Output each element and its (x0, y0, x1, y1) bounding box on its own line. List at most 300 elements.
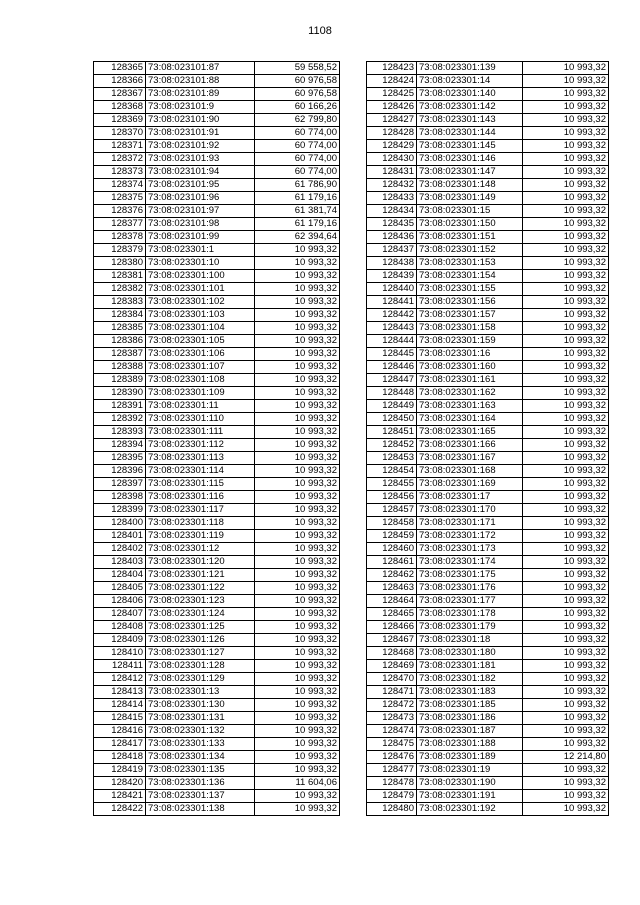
cadastral-number: 73:08:023101:98 (146, 218, 255, 231)
cadastral-number: 73:08:023301:111 (146, 426, 255, 439)
row-number: 128434 (367, 205, 417, 218)
table-row (94, 439, 340, 452)
cadastral-number: 73:08:023301:142 (417, 101, 523, 114)
cadastral-number: 73:08:023301:146 (417, 153, 523, 166)
cadastral-number: 73:08:023301:135 (146, 764, 255, 777)
cadastral-number: 73:08:023301:165 (417, 426, 523, 439)
cadastral-number: 73:08:023301:134 (146, 751, 255, 764)
row-number: 128396 (94, 465, 146, 478)
row-number: 128395 (94, 452, 146, 465)
cadastral-value: 10 993,32 (255, 790, 340, 803)
table-row (94, 543, 340, 556)
cadastral-value: 10 993,32 (255, 244, 340, 257)
cadastral-number: 73:08:023301:190 (417, 777, 523, 790)
cadastral-number: 73:08:023301:137 (146, 790, 255, 803)
row-number: 128446 (367, 361, 417, 374)
row-number: 128474 (367, 725, 417, 738)
row-number: 128365 (94, 62, 146, 75)
cadastral-number: 73:08:023301:121 (146, 569, 255, 582)
table-row (94, 530, 340, 543)
table-row (367, 699, 609, 712)
cadastral-value: 10 993,32 (523, 634, 609, 647)
cadastral-number: 73:08:023301:128 (146, 660, 255, 673)
cadastral-number: 73:08:023101:92 (146, 140, 255, 153)
table-row (94, 75, 340, 88)
cadastral-value: 10 993,32 (523, 231, 609, 244)
row-number: 128452 (367, 439, 417, 452)
table-row (94, 283, 340, 296)
row-number: 128472 (367, 699, 417, 712)
cadastral-value: 10 993,32 (523, 478, 609, 491)
row-number: 128378 (94, 231, 146, 244)
cadastral-value: 10 993,32 (523, 179, 609, 192)
row-number: 128397 (94, 478, 146, 491)
cadastral-number: 73:08:023301:105 (146, 335, 255, 348)
table-row (94, 478, 340, 491)
cadastral-value: 10 993,32 (255, 673, 340, 686)
cadastral-number: 73:08:023301:156 (417, 296, 523, 309)
table-row (367, 582, 609, 595)
row-number: 128438 (367, 257, 417, 270)
cadastral-value: 10 993,32 (523, 192, 609, 205)
cadastral-number: 73:08:023301:138 (146, 803, 255, 816)
cadastral-number: 73:08:023301:168 (417, 465, 523, 478)
cadastral-number: 73:08:023301:163 (417, 400, 523, 413)
row-number: 128455 (367, 478, 417, 491)
cadastral-number: 73:08:023301:112 (146, 439, 255, 452)
cadastral-number: 73:08:023301:186 (417, 712, 523, 725)
cadastral-value: 10 993,32 (523, 270, 609, 283)
cadastral-number: 73:08:023301:16 (417, 348, 523, 361)
cadastral-value: 10 993,32 (255, 764, 340, 777)
row-number: 128419 (94, 764, 146, 777)
cadastral-number: 73:08:023301:147 (417, 166, 523, 179)
table-row (94, 660, 340, 673)
row-number: 128442 (367, 309, 417, 322)
cadastral-number: 73:08:023301:160 (417, 361, 523, 374)
table-row (367, 387, 609, 400)
table-row (367, 452, 609, 465)
cadastral-value: 10 993,32 (523, 244, 609, 257)
right-table-body (367, 62, 609, 816)
cadastral-value: 62 394,64 (255, 231, 340, 244)
row-number: 128371 (94, 140, 146, 153)
cadastral-value: 10 993,32 (523, 439, 609, 452)
table-row (94, 88, 340, 101)
row-number: 128384 (94, 309, 146, 322)
cadastral-value: 10 993,32 (523, 686, 609, 699)
cadastral-number: 73:08:023301:162 (417, 387, 523, 400)
cadastral-value: 10 993,32 (255, 556, 340, 569)
cadastral-value: 10 993,32 (523, 803, 609, 816)
cadastral-value: 10 993,32 (523, 114, 609, 127)
table-row (94, 699, 340, 712)
cadastral-value: 10 993,32 (255, 361, 340, 374)
row-number: 128439 (367, 270, 417, 283)
cadastral-value: 10 993,32 (255, 296, 340, 309)
cadastral-number: 73:08:023301:175 (417, 569, 523, 582)
table-row (94, 179, 340, 192)
table-row (367, 777, 609, 790)
cadastral-value: 10 993,32 (523, 426, 609, 439)
cadastral-number: 73:08:023301:161 (417, 374, 523, 387)
table-row (94, 218, 340, 231)
cadastral-number: 73:08:023301:104 (146, 322, 255, 335)
table-row (94, 790, 340, 803)
cadastral-number: 73:08:023301:123 (146, 595, 255, 608)
cadastral-value: 10 993,32 (255, 439, 340, 452)
table-row (94, 322, 340, 335)
cadastral-value: 10 993,32 (255, 582, 340, 595)
cadastral-value: 10 993,32 (255, 452, 340, 465)
table-row (367, 803, 609, 816)
table-row (367, 426, 609, 439)
cadastral-number: 73:08:023301:143 (417, 114, 523, 127)
cadastral-value: 10 993,32 (523, 62, 609, 75)
cadastral-value: 10 993,32 (523, 348, 609, 361)
cadastral-number: 73:08:023301:127 (146, 647, 255, 660)
row-number: 128399 (94, 504, 146, 517)
cadastral-number: 73:08:023301:188 (417, 738, 523, 751)
row-number: 128430 (367, 153, 417, 166)
row-number: 128409 (94, 634, 146, 647)
cadastral-value: 10 993,32 (523, 153, 609, 166)
cadastral-value: 10 993,32 (255, 751, 340, 764)
table-row (367, 62, 609, 75)
row-number: 128404 (94, 569, 146, 582)
cadastral-value: 10 993,32 (255, 712, 340, 725)
cadastral-number: 73:08:023301:107 (146, 361, 255, 374)
row-number: 128407 (94, 608, 146, 621)
table-row (367, 478, 609, 491)
table-row (367, 75, 609, 88)
cadastral-number: 73:08:023101:91 (146, 127, 255, 140)
cadastral-value: 10 993,32 (523, 582, 609, 595)
cadastral-number: 73:08:023301:100 (146, 270, 255, 283)
cadastral-number: 73:08:023301:136 (146, 777, 255, 790)
row-number: 128388 (94, 361, 146, 374)
row-number: 128414 (94, 699, 146, 712)
cadastral-value: 10 993,32 (255, 257, 340, 270)
cadastral-value: 10 993,32 (523, 543, 609, 556)
cadastral-value: 10 993,32 (523, 387, 609, 400)
table-row (367, 348, 609, 361)
row-number: 128470 (367, 673, 417, 686)
cadastral-number: 73:08:023301:152 (417, 244, 523, 257)
row-number: 128425 (367, 88, 417, 101)
cadastral-value: 10 993,32 (523, 660, 609, 673)
cadastral-value: 10 993,32 (255, 270, 340, 283)
cadastral-number: 73:08:023301:178 (417, 608, 523, 621)
table-row (367, 465, 609, 478)
cadastral-value: 10 993,32 (523, 530, 609, 543)
cadastral-number: 73:08:023101:94 (146, 166, 255, 179)
cadastral-value: 10 993,32 (255, 491, 340, 504)
table-row (94, 595, 340, 608)
cadastral-number: 73:08:023101:97 (146, 205, 255, 218)
row-number: 128454 (367, 465, 417, 478)
row-number: 128471 (367, 686, 417, 699)
table-row (94, 374, 340, 387)
table-row (367, 101, 609, 114)
row-number: 128385 (94, 322, 146, 335)
row-number: 128401 (94, 530, 146, 543)
cadastral-number: 73:08:023301:144 (417, 127, 523, 140)
row-number: 128460 (367, 543, 417, 556)
cadastral-number: 73:08:023301:13 (146, 686, 255, 699)
table-row (94, 751, 340, 764)
row-number: 128387 (94, 348, 146, 361)
table-row (94, 803, 340, 816)
table-row (94, 192, 340, 205)
cadastral-number: 73:08:023101:93 (146, 153, 255, 166)
cadastral-value: 61 381,74 (255, 205, 340, 218)
cadastral-value: 10 993,32 (523, 738, 609, 751)
row-number: 128444 (367, 335, 417, 348)
cadastral-number: 73:08:023301:109 (146, 387, 255, 400)
cadastral-number: 73:08:023301:169 (417, 478, 523, 491)
row-number: 128428 (367, 127, 417, 140)
table-row (94, 569, 340, 582)
row-number: 128394 (94, 439, 146, 452)
cadastral-number: 73:08:023301:124 (146, 608, 255, 621)
cadastral-value: 10 993,32 (523, 556, 609, 569)
row-number: 128420 (94, 777, 146, 790)
row-number: 128398 (94, 491, 146, 504)
cadastral-value: 12 214,80 (523, 751, 609, 764)
table-row (367, 270, 609, 283)
cadastral-number: 73:08:023301:158 (417, 322, 523, 335)
cadastral-value: 10 993,32 (255, 803, 340, 816)
cadastral-value: 10 993,32 (255, 699, 340, 712)
cadastral-number: 73:08:023101:90 (146, 114, 255, 127)
cadastral-number: 73:08:023301:187 (417, 725, 523, 738)
row-number: 128415 (94, 712, 146, 725)
cadastral-number: 73:08:023301:177 (417, 595, 523, 608)
cadastral-value: 10 993,32 (523, 205, 609, 218)
table-row (367, 413, 609, 426)
cadastral-number: 73:08:023301:155 (417, 283, 523, 296)
row-number: 128437 (367, 244, 417, 257)
table-row (94, 387, 340, 400)
cadastral-number: 73:08:023301:129 (146, 673, 255, 686)
cadastral-value: 10 993,32 (255, 426, 340, 439)
cadastral-value: 59 558,52 (255, 62, 340, 75)
cadastral-value: 10 993,32 (255, 517, 340, 530)
cadastral-value: 10 993,32 (523, 218, 609, 231)
cadastral-value: 10 993,32 (523, 699, 609, 712)
table-row (367, 296, 609, 309)
table-row (94, 270, 340, 283)
row-number: 128473 (367, 712, 417, 725)
cadastral-value: 10 993,32 (523, 569, 609, 582)
cadastral-value: 10 993,32 (523, 777, 609, 790)
cadastral-number: 73:08:023301:182 (417, 673, 523, 686)
table-row (367, 569, 609, 582)
table-row (94, 400, 340, 413)
cadastral-value: 10 993,32 (523, 140, 609, 153)
page-number: 1108 (308, 25, 332, 37)
cadastral-number: 73:08:023301:19 (417, 764, 523, 777)
row-number: 128391 (94, 400, 146, 413)
table-row (94, 647, 340, 660)
table-row (367, 114, 609, 127)
row-number: 128376 (94, 205, 146, 218)
table-row (367, 491, 609, 504)
cadastral-number: 73:08:023301:101 (146, 283, 255, 296)
cadastral-number: 73:08:023301:148 (417, 179, 523, 192)
table-row (367, 335, 609, 348)
cadastral-value: 10 993,32 (523, 88, 609, 101)
cadastral-value: 11 604,06 (255, 777, 340, 790)
table-row (94, 413, 340, 426)
cadastral-number: 73:08:023301:103 (146, 309, 255, 322)
row-number: 128405 (94, 582, 146, 595)
cadastral-number: 73:08:023301:171 (417, 517, 523, 530)
table-row (367, 153, 609, 166)
row-number: 128464 (367, 595, 417, 608)
cadastral-value: 10 993,32 (523, 400, 609, 413)
cadastral-value: 10 993,32 (523, 608, 609, 621)
row-number: 128377 (94, 218, 146, 231)
cadastral-number: 73:08:023301:139 (417, 62, 523, 75)
cadastral-value: 10 993,32 (255, 608, 340, 621)
cadastral-value: 10 993,32 (523, 621, 609, 634)
row-number: 128400 (94, 517, 146, 530)
row-number: 128453 (367, 452, 417, 465)
row-number: 128412 (94, 673, 146, 686)
table-row (367, 179, 609, 192)
cadastral-value: 10 993,32 (255, 478, 340, 491)
table-row (94, 335, 340, 348)
cadastral-number: 73:08:023301:181 (417, 660, 523, 673)
cadastral-value: 60 774,00 (255, 153, 340, 166)
row-number: 128448 (367, 387, 417, 400)
row-number: 128389 (94, 374, 146, 387)
cadastral-number: 73:08:023301:151 (417, 231, 523, 244)
table-row (367, 543, 609, 556)
row-number: 128458 (367, 517, 417, 530)
left-table (93, 61, 340, 816)
row-number: 128408 (94, 621, 146, 634)
row-number: 128413 (94, 686, 146, 699)
row-number: 128417 (94, 738, 146, 751)
table-row (94, 608, 340, 621)
table-row (367, 127, 609, 140)
row-number: 128440 (367, 283, 417, 296)
table-row (94, 244, 340, 257)
table-row (367, 166, 609, 179)
cadastral-number: 73:08:023301:172 (417, 530, 523, 543)
cadastral-value: 10 993,32 (523, 517, 609, 530)
cadastral-value: 10 993,32 (255, 322, 340, 335)
cadastral-number: 73:08:023101:96 (146, 192, 255, 205)
cadastral-value: 10 993,32 (255, 504, 340, 517)
cadastral-value: 10 993,32 (255, 569, 340, 582)
row-number: 128432 (367, 179, 417, 192)
table-row (94, 296, 340, 309)
table-row (367, 790, 609, 803)
row-number: 128480 (367, 803, 417, 816)
row-number: 128366 (94, 75, 146, 88)
table-row (367, 595, 609, 608)
cadastral-number: 73:08:023301:113 (146, 452, 255, 465)
row-number: 128390 (94, 387, 146, 400)
cadastral-value: 10 993,32 (255, 660, 340, 673)
cadastral-value: 10 993,32 (523, 374, 609, 387)
row-number: 128459 (367, 530, 417, 543)
row-number: 128450 (367, 413, 417, 426)
cadastral-number: 73:08:023301:192 (417, 803, 523, 816)
table-row (367, 725, 609, 738)
cadastral-value: 10 993,32 (523, 725, 609, 738)
row-number: 128379 (94, 244, 146, 257)
table-row (94, 582, 340, 595)
cadastral-number: 73:08:023301:145 (417, 140, 523, 153)
cadastral-number: 73:08:023101:99 (146, 231, 255, 244)
table-row (94, 712, 340, 725)
cadastral-number: 73:08:023301:185 (417, 699, 523, 712)
row-number: 128370 (94, 127, 146, 140)
cadastral-number: 73:08:023301:130 (146, 699, 255, 712)
cadastral-value: 10 993,32 (255, 413, 340, 426)
table-row (94, 426, 340, 439)
row-number: 128368 (94, 101, 146, 114)
cadastral-number: 73:08:023301:126 (146, 634, 255, 647)
table-row (367, 647, 609, 660)
row-number: 128424 (367, 75, 417, 88)
table-row (94, 101, 340, 114)
right-table (366, 61, 609, 816)
cadastral-number: 73:08:023301:119 (146, 530, 255, 543)
cadastral-value: 10 993,32 (255, 283, 340, 296)
row-number: 128421 (94, 790, 146, 803)
row-number: 128461 (367, 556, 417, 569)
cadastral-number: 73:08:023301:140 (417, 88, 523, 101)
row-number: 128456 (367, 491, 417, 504)
cadastral-number: 73:08:023301:157 (417, 309, 523, 322)
row-number: 128375 (94, 192, 146, 205)
cadastral-value: 10 993,32 (523, 257, 609, 270)
table-row (367, 192, 609, 205)
table-row (367, 257, 609, 270)
table-row (367, 244, 609, 257)
cadastral-number: 73:08:023301:183 (417, 686, 523, 699)
cadastral-value: 60 774,00 (255, 166, 340, 179)
row-number: 128443 (367, 322, 417, 335)
row-number: 128374 (94, 179, 146, 192)
cadastral-value: 10 993,32 (255, 374, 340, 387)
table-row (367, 608, 609, 621)
cadastral-number: 73:08:023301:11 (146, 400, 255, 413)
row-number: 128479 (367, 790, 417, 803)
row-number: 128383 (94, 296, 146, 309)
cadastral-number: 73:08:023301:12 (146, 543, 255, 556)
cadastral-value: 10 993,32 (523, 127, 609, 140)
cadastral-value: 10 993,32 (523, 413, 609, 426)
cadastral-value: 10 993,32 (523, 75, 609, 88)
row-number: 128436 (367, 231, 417, 244)
table-row (367, 283, 609, 296)
cadastral-number: 73:08:023301:164 (417, 413, 523, 426)
cadastral-value: 10 993,32 (255, 634, 340, 647)
cadastral-number: 73:08:023301:17 (417, 491, 523, 504)
cadastral-value: 61 179,16 (255, 218, 340, 231)
row-number: 128367 (94, 88, 146, 101)
row-number: 128449 (367, 400, 417, 413)
table-row (367, 361, 609, 374)
cadastral-number: 73:08:023101:9 (146, 101, 255, 114)
